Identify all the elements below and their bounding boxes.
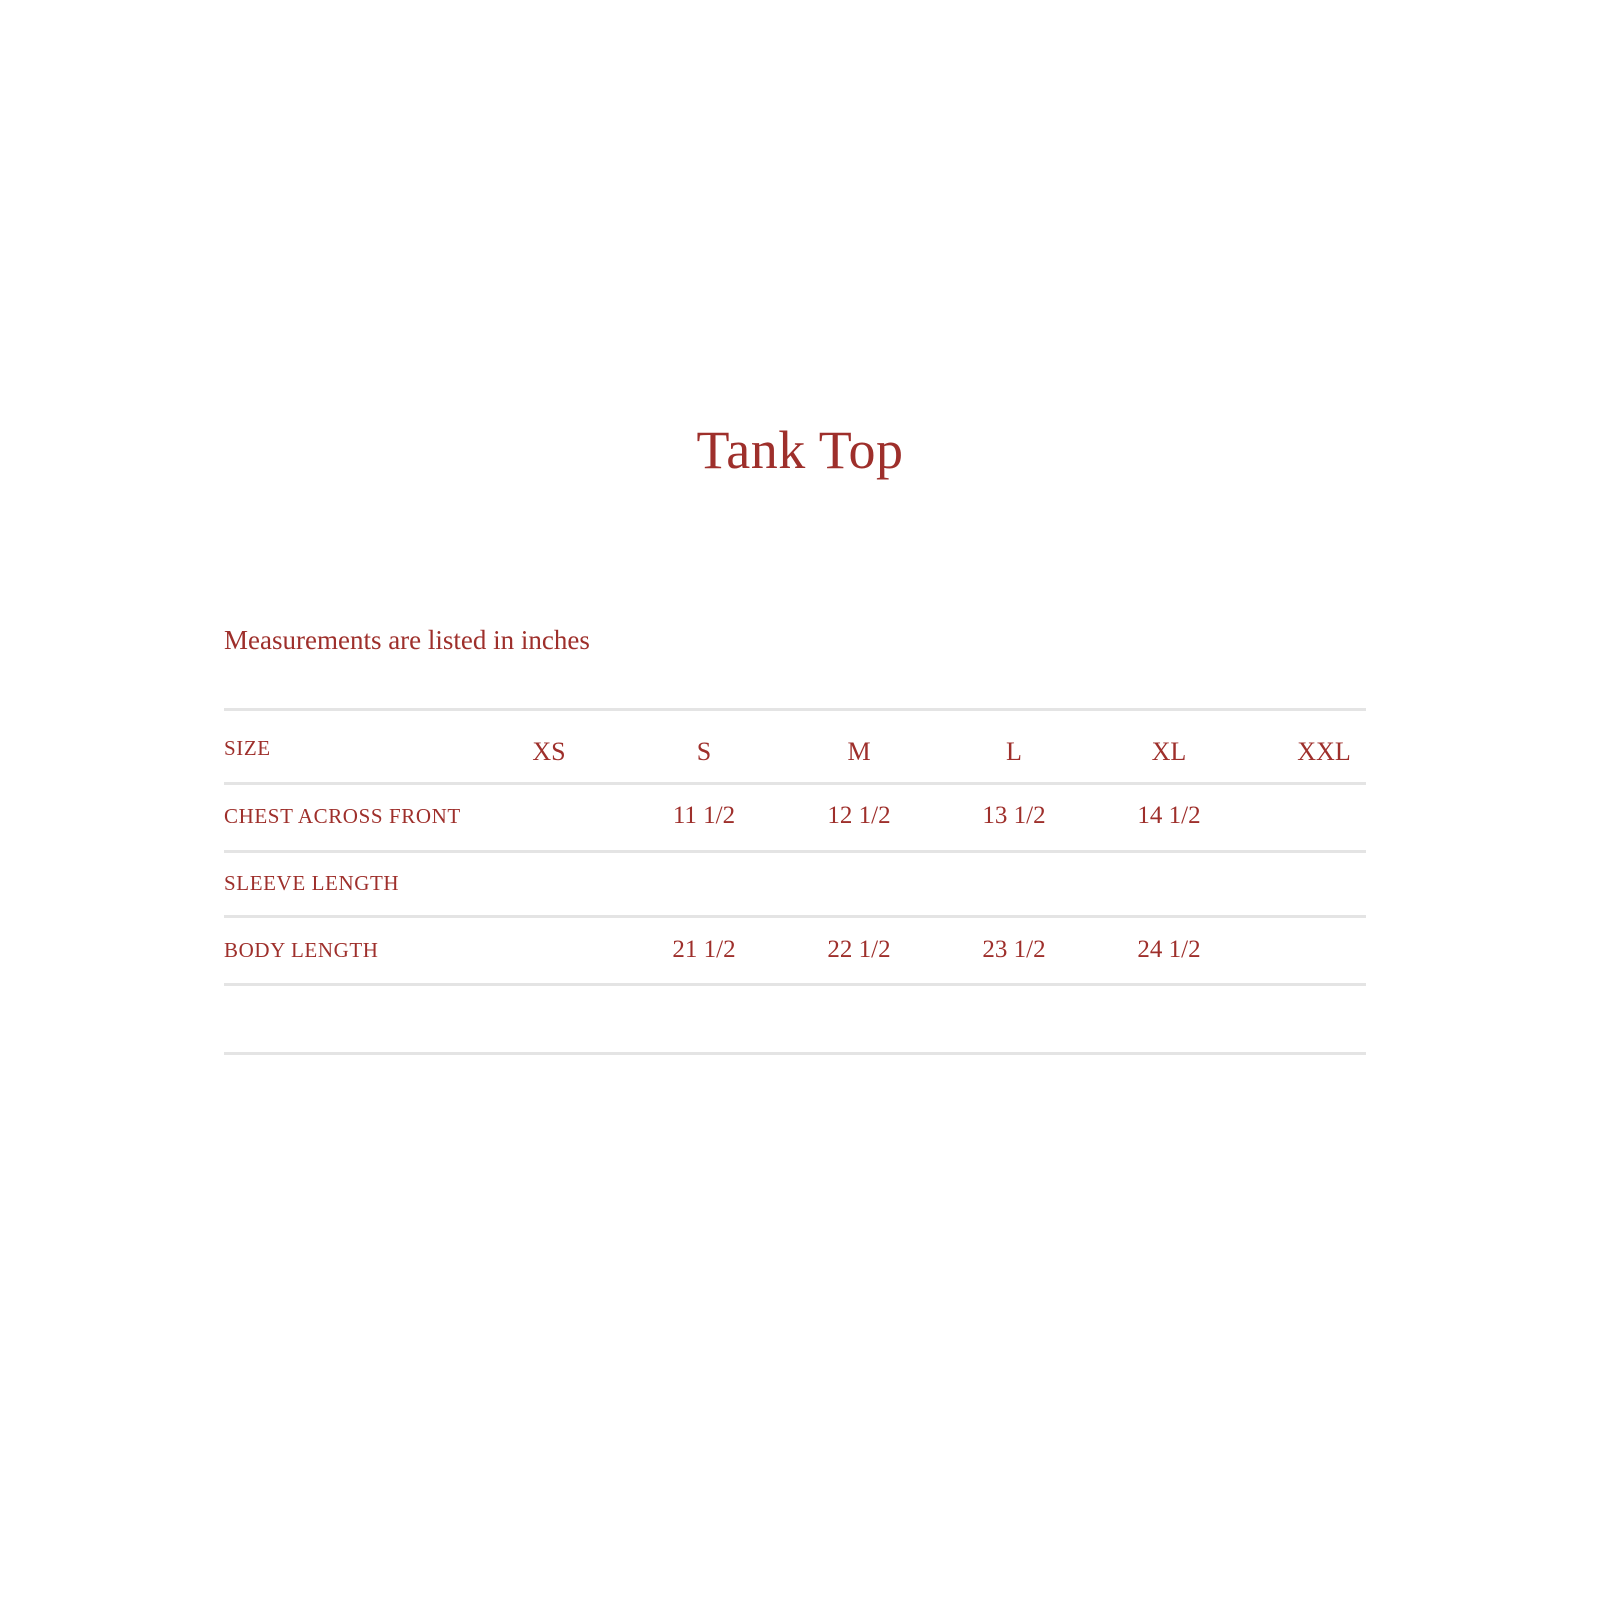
row-label-body: BODY LENGTH (224, 938, 379, 962)
table-rule-row-1 (224, 850, 1366, 853)
table-cell: 23 1/2 (982, 936, 1046, 963)
table-cell: 13 1/2 (982, 802, 1046, 829)
measurement-note: Measurements are listed in inches (224, 625, 590, 655)
table-rule-bottom (224, 1052, 1366, 1055)
size-header-xl: XL (1151, 737, 1187, 766)
table-cell: 24 1/2 (1137, 936, 1201, 963)
table-cell: 22 1/2 (827, 936, 891, 963)
size-header-xxl: XXL (1297, 737, 1351, 766)
table-rule-header (224, 782, 1366, 785)
page-title: Tank Top (696, 420, 904, 480)
row-label-chest: CHEST ACROSS FRONT (224, 804, 461, 828)
table-rule-row-2 (224, 915, 1366, 918)
row-label-sleeve: SLEEVE LENGTH (224, 871, 400, 895)
size-header-xs: XS (532, 737, 566, 766)
size-header-label: SIZE (224, 736, 271, 760)
table-cell: 21 1/2 (672, 936, 736, 963)
table-rule-top (224, 708, 1366, 711)
size-header-s: S (696, 737, 712, 766)
table-rule-row-3 (224, 983, 1366, 986)
size-header-l: L (1006, 737, 1022, 766)
table-cell: 14 1/2 (1137, 802, 1201, 829)
table-cell: 12 1/2 (827, 802, 891, 829)
table-cell: 11 1/2 (672, 802, 736, 829)
size-header-m: M (847, 737, 871, 766)
